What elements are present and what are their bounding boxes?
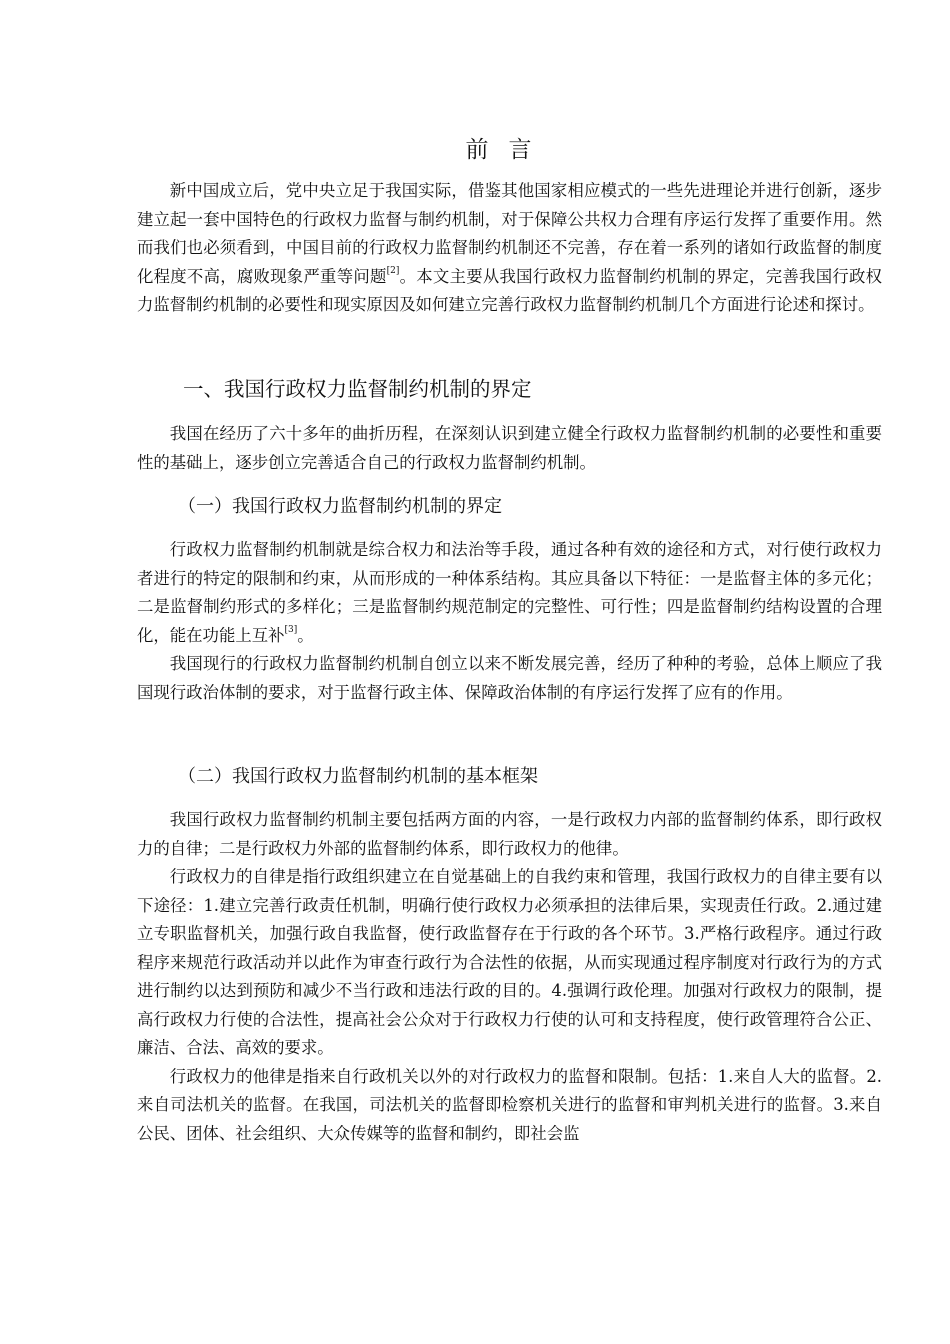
intro-paragraph xyxy=(137,177,882,320)
subsection2-body xyxy=(137,806,882,1148)
subsection-heading-1: （一）我国行政权力监督制约机制的界定 xyxy=(178,496,502,517)
subsection2-paragraph-1: 我国行政权力监督制约机制主要包括两方面的内容，一是行政权力内部的监督制约体系，即行政权力的自律；二是行政权力外部的监督制约体系，即行政权力的他律。 xyxy=(137,810,882,858)
intro-text-b: 。本文主要从我国行政权力监督制约机制的界定，完善我国行政权力监督制约机制的必要性和现实原因及如何建立完善行政权力监督制约机制几个方面进行论述和探讨。 xyxy=(137,266,883,314)
intro-text-a: 新中国成立后，党中央立足于我国实际，借鉴其他国家相应模式的一些先进理论并进行创新，逐步建立起一套中国特色的行政权力监督与制约机制，对于保障公共权力合理有序运行发挥了重要作用。然而我们也必须看到，中国目前的行政权力监督制约机制还不完善，存在着一系列的诸如行政监督的制度化程度不高，腐败现象严重等问题 xyxy=(137,181,882,286)
subsection2-paragraph-2: 行政权力的自律是指行政组织建立在自觉基础上的自我约束和管理，我国行政权力的自律主要有以下途径：1.建立完善行政责任机制，明确行使行政权力必须承担的法律后果，实现责任行政。2.通过建立专职监督机关，加强行政自我监督，使行政监督存在于行政的各个环节。3.严格行政程序。通过行政程序来规范行政活动并以此作为审查行政行为合法性的依据，从而实现通过程序制度对行政行为的方式进行制约以达到预防和减少不当行政和违法行政的目的。4.强调行政伦理。加强对行政权力的限制，提高行政权力行使的合法性，提高社会公众对于行政权力行使的认可和支持程度，使行政管理符合公正、廉洁、合法、高效的要求。 xyxy=(137,867,882,1057)
subsection1-paragraph-1 xyxy=(137,536,882,650)
intro-section xyxy=(137,177,882,320)
sub1-text-a: 行政权力监督制约机制就是综合权力和法治等手段，通过各种有效的途径和方式，对行使行政权力者进行的特定的限制和约束，从而形成的一种体系结构。其应具备以下特征：一是监督主体的多元化；二是监督制约形式的多样化；三是监督制约规范制定的完整性、可行性；四是监督制约结构设置的合理化，能在功能上互补 xyxy=(137,540,882,645)
section-heading-1: 一、我国行政权力监督制约机制的界定 xyxy=(183,377,532,401)
section1-body xyxy=(137,420,882,477)
subsection2-paragraph-3: 行政权力的他律是指来自行政机关以外的对行政权力的监督和限制。包括：1.来自人大的监督。2.来自司法机关的监督。在我国，司法机关的监督即检察机关进行的监督和审判机关进行的监督。3.来自公民、团体、社会组织、大众传媒等的监督和制约，即社会监 xyxy=(137,1066,882,1143)
subsection1-paragraph-2: 我国现行的行政权力监督制约机制自创立以来不断发展完善，经历了种种的考验，总体上顺应了我国现行政治体制的要求，对于监督行政主体、保障政治体制的有序运行发挥了应有的作用。 xyxy=(137,654,882,702)
citation-ref: [3] xyxy=(284,624,298,635)
sub1-text-b: 。 xyxy=(297,625,314,645)
citation-ref: [2] xyxy=(386,265,400,276)
section1-paragraph: 我国在经历了六十多年的曲折历程，在深刻认识到建立健全行政权力监督制约机制的必要性和重要性的基础上，逐步创立完善适合自己的行政权力监督制约机制。 xyxy=(137,424,882,472)
page-title: 前言 xyxy=(465,137,552,163)
subsection-heading-2: （二）我国行政权力监督制约机制的基本框架 xyxy=(178,766,538,787)
subsection1-body xyxy=(137,536,882,707)
